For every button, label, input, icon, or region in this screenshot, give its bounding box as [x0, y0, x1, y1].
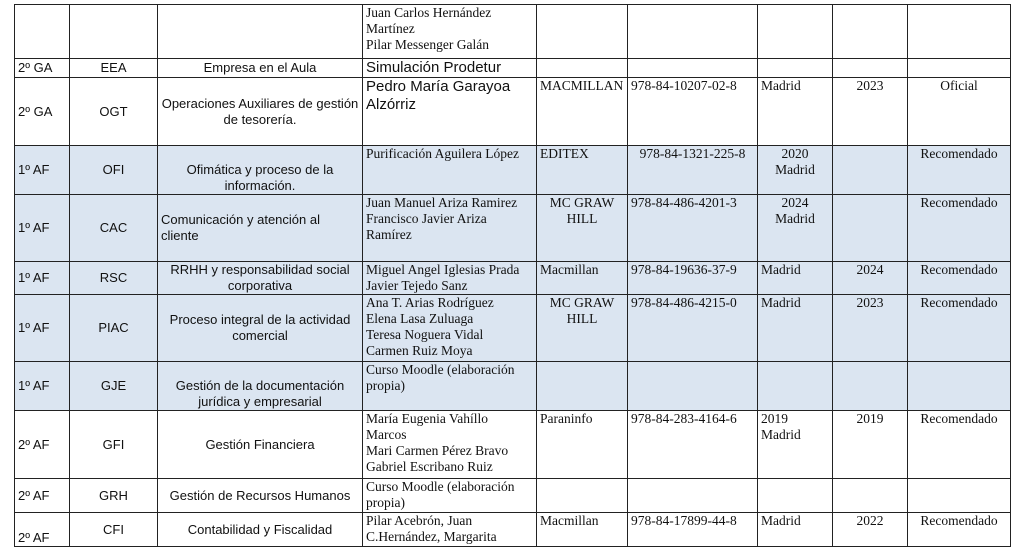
type-cell: Recomendado — [908, 262, 1011, 295]
authors-cell — [363, 5, 537, 59]
course-cell: 2º GA — [15, 78, 70, 146]
author-line: propia) — [366, 378, 405, 393]
year-cell — [833, 195, 908, 262]
year-cell — [833, 362, 908, 411]
authors-cell — [363, 195, 537, 262]
place-cell — [758, 362, 833, 411]
module-code-cell: CAC — [70, 195, 158, 262]
author-line: Pedro María Garayoa — [366, 78, 511, 95]
author-line: Simulación Prodetur — [366, 59, 502, 76]
author-line: Ana T. Arias Rodríguez — [366, 295, 494, 310]
module-code-cell: PIAC — [70, 295, 158, 362]
table-row — [15, 78, 1011, 146]
authors-cell — [363, 513, 537, 547]
author-line: Juan Carlos Hernández — [366, 5, 492, 20]
year-cell: 2023 — [833, 295, 908, 362]
module-code-cell: GJE — [70, 362, 158, 411]
isbn-cell: 978-84-10207-02-8 — [628, 78, 758, 146]
author-line: Curso Moodle (elaboración — [366, 479, 515, 494]
authors-cell — [363, 479, 537, 513]
type-cell — [908, 5, 1011, 59]
textbook-table — [14, 4, 1011, 547]
module-code-cell: OGT — [70, 78, 158, 146]
author-line: C.Hernández, Margarita — [366, 529, 497, 544]
module-name-cell — [158, 5, 363, 59]
author-line: Teresa Noguera Vidal — [366, 327, 484, 342]
place-cell: Madrid — [758, 295, 833, 362]
publisher-cell: EDITEX — [537, 146, 628, 195]
table-row — [15, 5, 1011, 59]
module-code-cell: OFI — [70, 146, 158, 195]
author-line: Miguel Angel Iglesias Prada — [366, 262, 520, 277]
year-cell: 2022 — [833, 513, 908, 547]
isbn-cell: 978-84-283-4164-6 — [628, 411, 758, 479]
table-row — [15, 146, 1011, 195]
isbn-cell: 978-84-486-4215-0 — [628, 295, 758, 362]
authors-cell — [363, 362, 537, 411]
module-name-cell: Contabilidad y Fiscalidad — [158, 513, 363, 547]
module-code-cell: GRH — [70, 479, 158, 513]
publisher-cell — [537, 5, 628, 59]
authors-cell — [363, 78, 537, 146]
place-cell: Madrid — [758, 262, 833, 295]
type-cell: Recomendado — [908, 295, 1011, 362]
course-cell: 2º AF — [15, 479, 70, 513]
course-cell: 1º AF — [15, 295, 70, 362]
author-line: Marcos — [366, 427, 407, 442]
course-cell: 1º AF — [15, 262, 70, 295]
table-row — [15, 362, 1011, 411]
author-line: Javier Tejedo Sanz — [366, 278, 468, 293]
table-row — [15, 262, 1011, 295]
course-cell — [15, 5, 70, 59]
author-line: Elena Lasa Zuluaga — [366, 311, 474, 326]
type-cell — [908, 59, 1011, 78]
module-code-cell: EEA — [70, 59, 158, 78]
author-line: Martínez — [366, 21, 415, 36]
course-cell: 2º GA — [15, 59, 70, 78]
authors-cell — [363, 411, 537, 479]
author-line: María Eugenia Vahíllo — [366, 411, 488, 426]
type-cell: Recomendado — [908, 411, 1011, 479]
author-line: Mari Carmen Pérez Bravo — [366, 443, 509, 458]
publisher-cell: MACMILLAN — [537, 78, 628, 146]
publisher-cell — [537, 362, 628, 411]
authors-cell — [363, 262, 537, 295]
module-name-cell: Ofimática y proceso de la información. — [158, 146, 363, 195]
author-line: Pilar Messenger Galán — [366, 37, 489, 52]
publisher-cell — [537, 479, 628, 513]
module-code-cell: GFI — [70, 411, 158, 479]
year-cell: 2019 — [833, 411, 908, 479]
type-cell — [908, 479, 1011, 513]
author-line: Ramírez — [366, 227, 412, 242]
module-name-cell: Gestión de la documentación jurídica y empresarial — [158, 362, 363, 411]
publisher-cell: Macmillan — [537, 513, 628, 547]
module-code-cell: CFI — [70, 513, 158, 547]
authors-cell — [363, 59, 537, 78]
author-line: Gabriel Escribano Ruiz — [366, 459, 493, 474]
year-cell — [833, 479, 908, 513]
module-name-cell: Gestión de Recursos Humanos — [158, 479, 363, 513]
module-name-cell: Comunicación y atención al cliente — [158, 195, 363, 262]
author-line: Juan Manuel Ariza Ramirez — [366, 195, 518, 210]
table-row — [15, 59, 1011, 78]
type-cell: Recomendado — [908, 195, 1011, 262]
place-cell — [758, 5, 833, 59]
type-cell: Oficial — [908, 78, 1011, 146]
year-cell — [833, 59, 908, 78]
module-code-cell: RSC — [70, 262, 158, 295]
module-code-cell — [70, 5, 158, 59]
authors-cell — [363, 295, 537, 362]
publisher-cell — [537, 59, 628, 78]
isbn-cell — [628, 479, 758, 513]
course-cell: 1º AF — [15, 195, 70, 262]
module-name-cell: Proceso integral de la actividad comercial — [158, 295, 363, 362]
author-line: propia) — [366, 495, 405, 510]
isbn-cell — [628, 5, 758, 59]
year-cell: 2023 — [833, 78, 908, 146]
isbn-cell: 978-84-17899-44-8 — [628, 513, 758, 547]
author-line: Carmen Ruiz Moya — [366, 343, 473, 358]
author-line: Pilar Acebrón, Juan — [366, 513, 473, 528]
course-cell: 2º AF — [15, 513, 70, 547]
isbn-cell: 978-84-486-4201-3 — [628, 195, 758, 262]
isbn-cell: 978-84-1321-225-8 — [628, 146, 758, 195]
publisher-cell: Paraninfo — [537, 411, 628, 479]
module-name-cell: Empresa en el Aula — [158, 59, 363, 78]
place-cell: 2020 Madrid — [758, 146, 833, 195]
place-cell — [758, 59, 833, 78]
place-cell: 2019 Madrid — [758, 411, 833, 479]
module-name-cell: RRHH y responsabilidad social corporativa — [158, 262, 363, 295]
place-cell: Madrid — [758, 513, 833, 547]
publisher-cell: MC GRAW HILL — [537, 195, 628, 262]
isbn-cell: 978-84-19636-37-9 — [628, 262, 758, 295]
module-name-cell: Operaciones Auxiliares de gestión de tesorería. — [158, 78, 363, 146]
isbn-cell — [628, 59, 758, 78]
authors-cell — [363, 146, 537, 195]
table-row — [15, 411, 1011, 479]
module-name-cell: Gestión Financiera — [158, 411, 363, 479]
author-line: Francisco Javier Ariza — [366, 211, 487, 226]
course-cell: 1º AF — [15, 146, 70, 195]
type-cell: Recomendado — [908, 146, 1011, 195]
author-line: Alzórriz — [366, 96, 417, 113]
course-cell: 2º AF — [15, 411, 70, 479]
publisher-cell: MC GRAW HILL — [537, 295, 628, 362]
place-cell: 2024 Madrid — [758, 195, 833, 262]
year-cell — [833, 5, 908, 59]
course-cell: 1º AF — [15, 362, 70, 411]
type-cell — [908, 362, 1011, 411]
type-cell: Recomendado — [908, 513, 1011, 547]
author-line: Purificación Aguilera López — [366, 146, 519, 161]
place-cell: Madrid — [758, 78, 833, 146]
isbn-cell — [628, 362, 758, 411]
author-line: Curso Moodle (elaboración — [366, 362, 515, 377]
table-row — [15, 195, 1011, 262]
year-cell: 2024 — [833, 262, 908, 295]
place-cell — [758, 479, 833, 513]
table-row — [15, 513, 1011, 547]
table-row — [15, 479, 1011, 513]
publisher-cell: Macmillan — [537, 262, 628, 295]
year-cell — [833, 146, 908, 195]
table-row — [15, 295, 1011, 362]
